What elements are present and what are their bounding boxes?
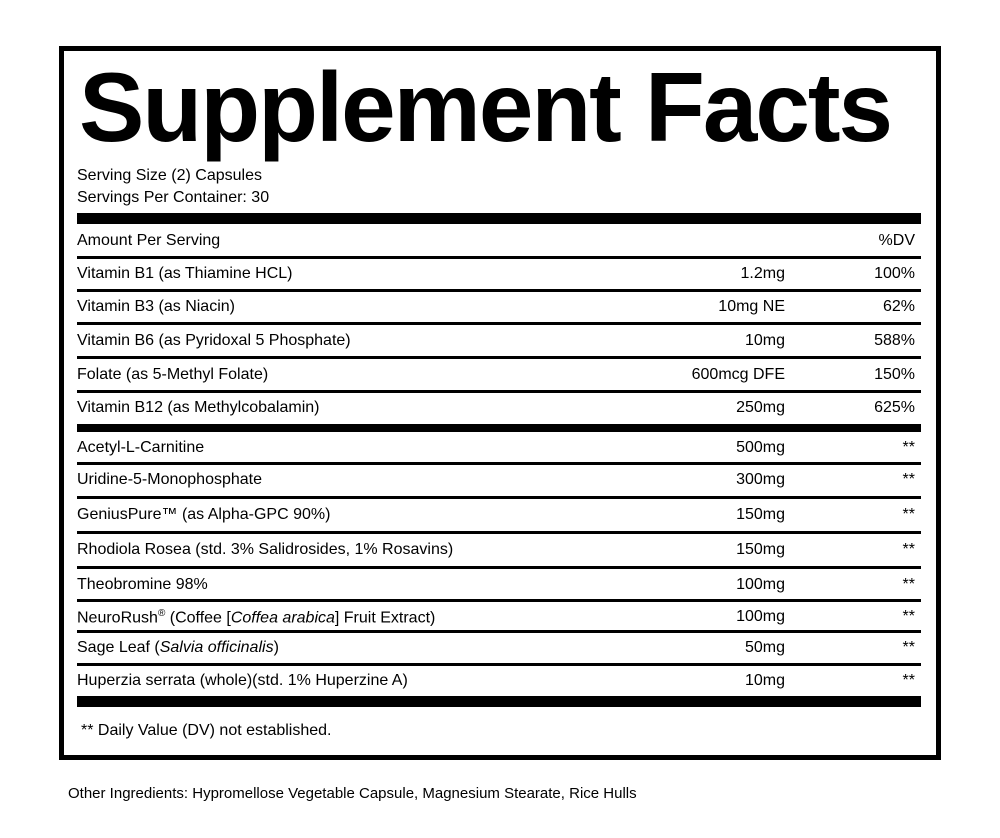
ingredient-row <box>77 666 921 696</box>
nutrient-amount: 250mg <box>736 399 785 416</box>
divider <box>77 566 921 569</box>
ingredient-row <box>77 535 921 565</box>
divider <box>77 531 921 534</box>
nutrient-row <box>77 360 921 390</box>
thick-divider-top <box>77 213 921 224</box>
ingredient-row <box>77 570 921 600</box>
nutrient-amount: 10mg <box>744 332 785 349</box>
ingredient-name: Rhodiola Rosea (std. 3% Salidrosides, 1% Rosavins) <box>77 541 454 558</box>
ingredient-amount: 500mg <box>736 439 785 456</box>
nutrient-row <box>77 393 921 423</box>
ingredient-dv: ** <box>902 639 915 656</box>
ingredient-dv: ** <box>902 471 915 488</box>
dv-header-label: %DV <box>878 232 915 249</box>
divider <box>77 322 921 325</box>
ingredient-amount: 10mg <box>744 672 785 689</box>
divider <box>77 356 921 359</box>
ingredient-dv: ** <box>902 576 915 593</box>
nutrient-row <box>77 292 921 322</box>
nutrient-row <box>77 326 921 356</box>
thick-divider-middle <box>77 424 921 432</box>
header-row <box>77 226 921 256</box>
ingredient-dv: ** <box>902 672 915 689</box>
nutrient-name: Vitamin B12 (as Methylcobalamin) <box>77 399 320 416</box>
nutrient-name: Vitamin B1 (as Thiamine HCL) <box>77 265 293 282</box>
ingredient-amount: 300mg <box>736 471 785 488</box>
nutrient-dv: 62% <box>882 298 915 315</box>
servings-per-container: Servings Per Container: 30 <box>77 189 270 206</box>
ingredient-row <box>77 633 921 663</box>
ingredient-amount: 100mg <box>736 576 785 593</box>
nutrient-row <box>77 259 921 289</box>
nutrient-name: Folate (as 5-Methyl Folate) <box>77 366 269 383</box>
ingredient-row <box>77 500 921 530</box>
thick-divider-bottom <box>77 696 921 707</box>
nutrient-name: Vitamin B3 (as Niacin) <box>77 298 235 315</box>
ingredient-dv: ** <box>902 439 915 456</box>
amount-per-serving-label: Amount Per Serving <box>77 232 221 249</box>
ingredient-dv: ** <box>902 541 915 558</box>
nutrient-dv: 100% <box>874 265 915 282</box>
nutrient-amount: 10mg NE <box>718 298 785 315</box>
ingredient-amount: 100mg <box>736 608 785 625</box>
nutrient-amount: 600mcg DFE <box>691 366 785 383</box>
serving-size: Serving Size (2) Capsules <box>77 167 262 184</box>
ingredient-amount: 150mg <box>736 506 785 523</box>
ingredient-dv: ** <box>902 506 915 523</box>
nutrient-dv: 625% <box>874 399 915 416</box>
ingredient-name: Uridine-5-Monophosphate <box>77 471 262 488</box>
ingredient-row <box>77 465 921 495</box>
nutrient-dv: 150% <box>874 366 915 383</box>
ingredient-amount: 50mg <box>744 639 785 656</box>
ingredient-row <box>77 602 921 632</box>
ingredient-name: Sage Leaf (Salvia officinalis) <box>77 639 279 656</box>
ingredient-name: Theobromine 98% <box>77 576 208 593</box>
ingredient-name: NeuroRush® (Coffee [Coffea arabica] Fruit Extract) <box>77 608 436 627</box>
other-ingredients: Other Ingredients: Hypromellose Vegetable Capsule, Magnesium Stearate, Rice Hulls <box>68 785 637 802</box>
ingredient-dv: ** <box>902 608 915 625</box>
nutrient-amount: 1.2mg <box>740 265 785 282</box>
nutrient-dv: 588% <box>874 332 915 349</box>
nutrient-name: Vitamin B6 (as Pyridoxal 5 Phosphate) <box>77 332 351 349</box>
ingredient-name: Acetyl-L-Carnitine <box>77 439 205 456</box>
ingredient-row <box>77 433 921 463</box>
daily-value-footnote: ** Daily Value (DV) not established. <box>81 722 332 739</box>
ingredient-name: GeniusPure™ (as Alpha-GPC 90%) <box>77 506 331 523</box>
divider <box>77 496 921 499</box>
panel-title: Supplement Facts <box>79 52 892 162</box>
ingredient-amount: 150mg <box>736 541 785 558</box>
ingredient-name: Huperzia serrata (whole)(std. 1% Huperzine A) <box>77 672 408 689</box>
